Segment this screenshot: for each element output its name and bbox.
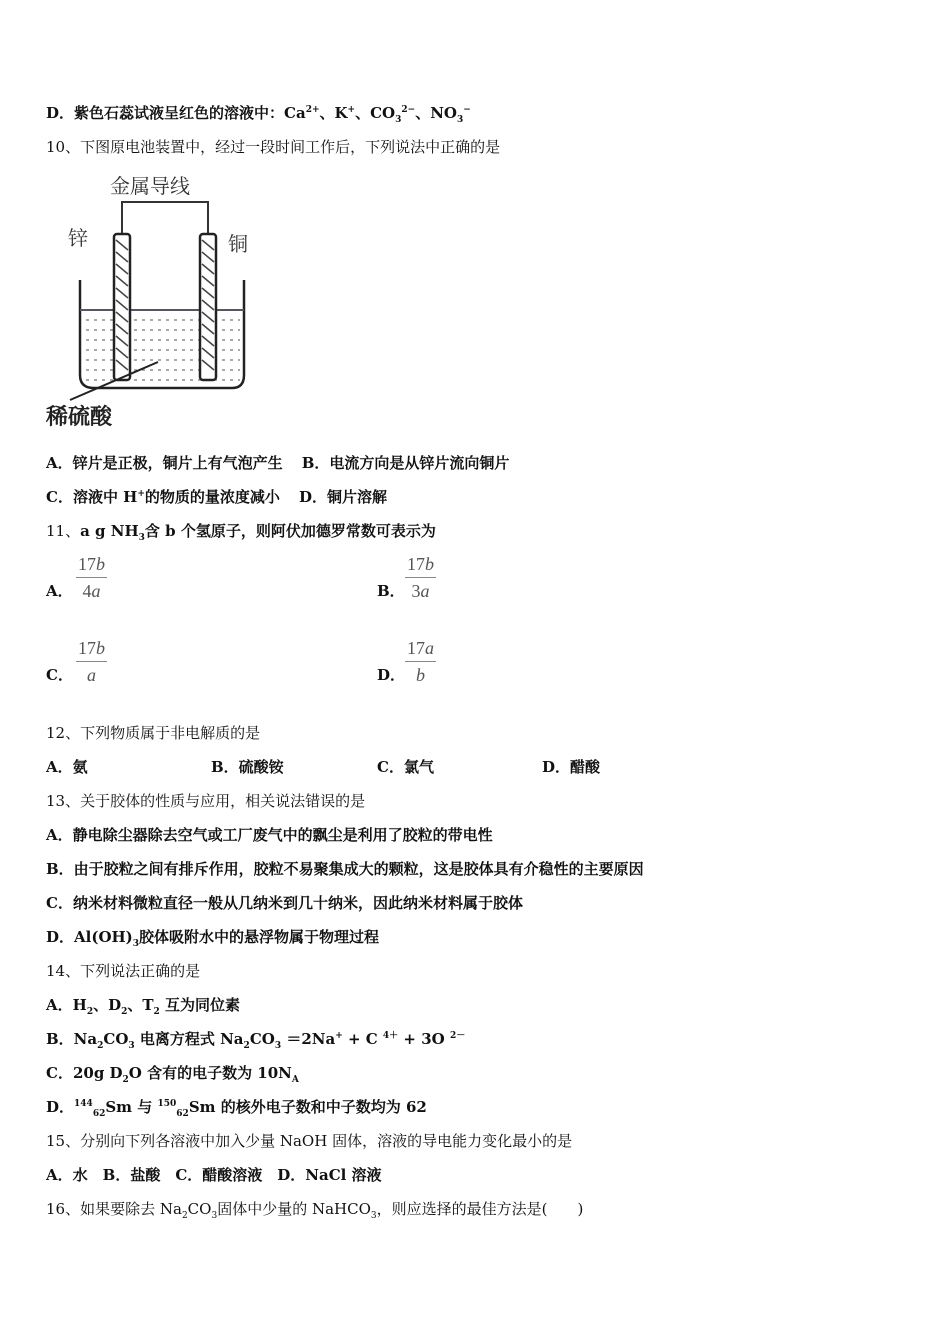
q10-options-cd: C．溶液中 H+的物质的量浓度减小 D．铜片溶解 (46, 488, 387, 506)
q11-option-b-label: B． (377, 582, 405, 600)
q14-stem: 14、下列说法正确的是 (46, 962, 201, 980)
q14-option-c: C．20g $D_2O$ 含有的电子数为 $10N_A$ (46, 1064, 299, 1085)
q13-option-a: A．静电除尘器除去空气或工厂废气中的飘尘是利用了胶粒的带电性 (46, 826, 493, 844)
q12-stem: 12、下列物质属于非电解质的是 (46, 724, 261, 742)
acid-label: 稀硫酸 (46, 404, 113, 430)
q11-option-b-fraction: $\frac{17b}{3a}$ (407, 554, 434, 601)
zinc-label: 锌 (68, 226, 88, 250)
q11-option-c-fraction: $\frac{17b}{a}$ (78, 638, 105, 685)
q13-option-b: B．由于胶粒之间有排斥作用，胶粒不易聚集成大的颗粒，这是胶体具有介稳性的主要原因 (46, 860, 644, 878)
q11-option-a-fraction: $\frac{17b}{4a}$ (78, 554, 105, 601)
q11-option-a-label: A． (46, 582, 73, 600)
copper-label: 铜 (228, 232, 248, 256)
q13-option-d: D．$Al(OH)_3$胶体吸附水中的悬浮物属于物理过程 (46, 928, 380, 949)
q11-option-d-fraction: $\frac{17a}{b}$ (407, 638, 434, 685)
q13-stem: 13、关于胶体的性质与应用，相关说法错误的是 (46, 792, 366, 810)
q15-stem: 15、分别向下列各溶液中加入少量 NaOH 固体，溶液的导电能力变化最小的是 (46, 1132, 573, 1150)
q10-stem: 10、下图原电池装置中，经过一段时间工作后，下列说法中正确的是 (46, 138, 501, 156)
q14-option-d: D．$^{144}_{62}$Sm 与 $^{150}_{62}$Sm 的核外电子数和中子数均为 62 (46, 1098, 427, 1119)
q10-options-ab: A．锌片是正极，铜片上有气泡产生 B．电流方向是从锌片流向铜片 (46, 454, 510, 472)
q15-options: A．水 B．盐酸 C．醋酸溶液 D．NaCl 溶液 (46, 1166, 382, 1184)
q14-option-b: B．$Na_2CO_3$ 电离方程式 $Na_2CO_3 =2Na^+ + C$ $^{4+}$ + 3O $^{2-}$ (46, 1030, 466, 1051)
q12-option-b: B．硫酸铵 (211, 758, 284, 776)
q9-option-d: D．紫色石蕊试液呈红色的溶液中：$Ca^{2+}$、K+、$CO_3^{2-}$、$NO_3^-$ (46, 104, 471, 125)
q11-stem: 11、a g $NH_3$含 b 个氢原子，则阿伏加德罗常数可表示为 (46, 522, 436, 543)
q14-option-a: A．$H_2$、$D_2$、$T_2$ 互为同位素 (46, 996, 241, 1017)
q16-stem: 16、如果要除去 $Na_2CO_3$固体中少量的 NaHCO$_3$，则应选择的最佳方法是( ) (46, 1200, 584, 1221)
galvanic-cell-diagram (46, 170, 256, 435)
q12-option-a: A．氨 (46, 758, 88, 776)
q11-option-d-label: D． (377, 666, 406, 684)
q12-option-d: D．醋酸 (542, 758, 601, 776)
wire-label: 金属导线 (110, 174, 190, 198)
galvanic-cell-figure (46, 170, 256, 435)
q12-option-c: C．氯气 (377, 758, 434, 776)
q11-option-c-label: C． (46, 666, 73, 684)
q13-option-c: C．纳米材料微粒直径一般从几纳米到几十纳米，因此纳米材料属于胶体 (46, 894, 523, 912)
